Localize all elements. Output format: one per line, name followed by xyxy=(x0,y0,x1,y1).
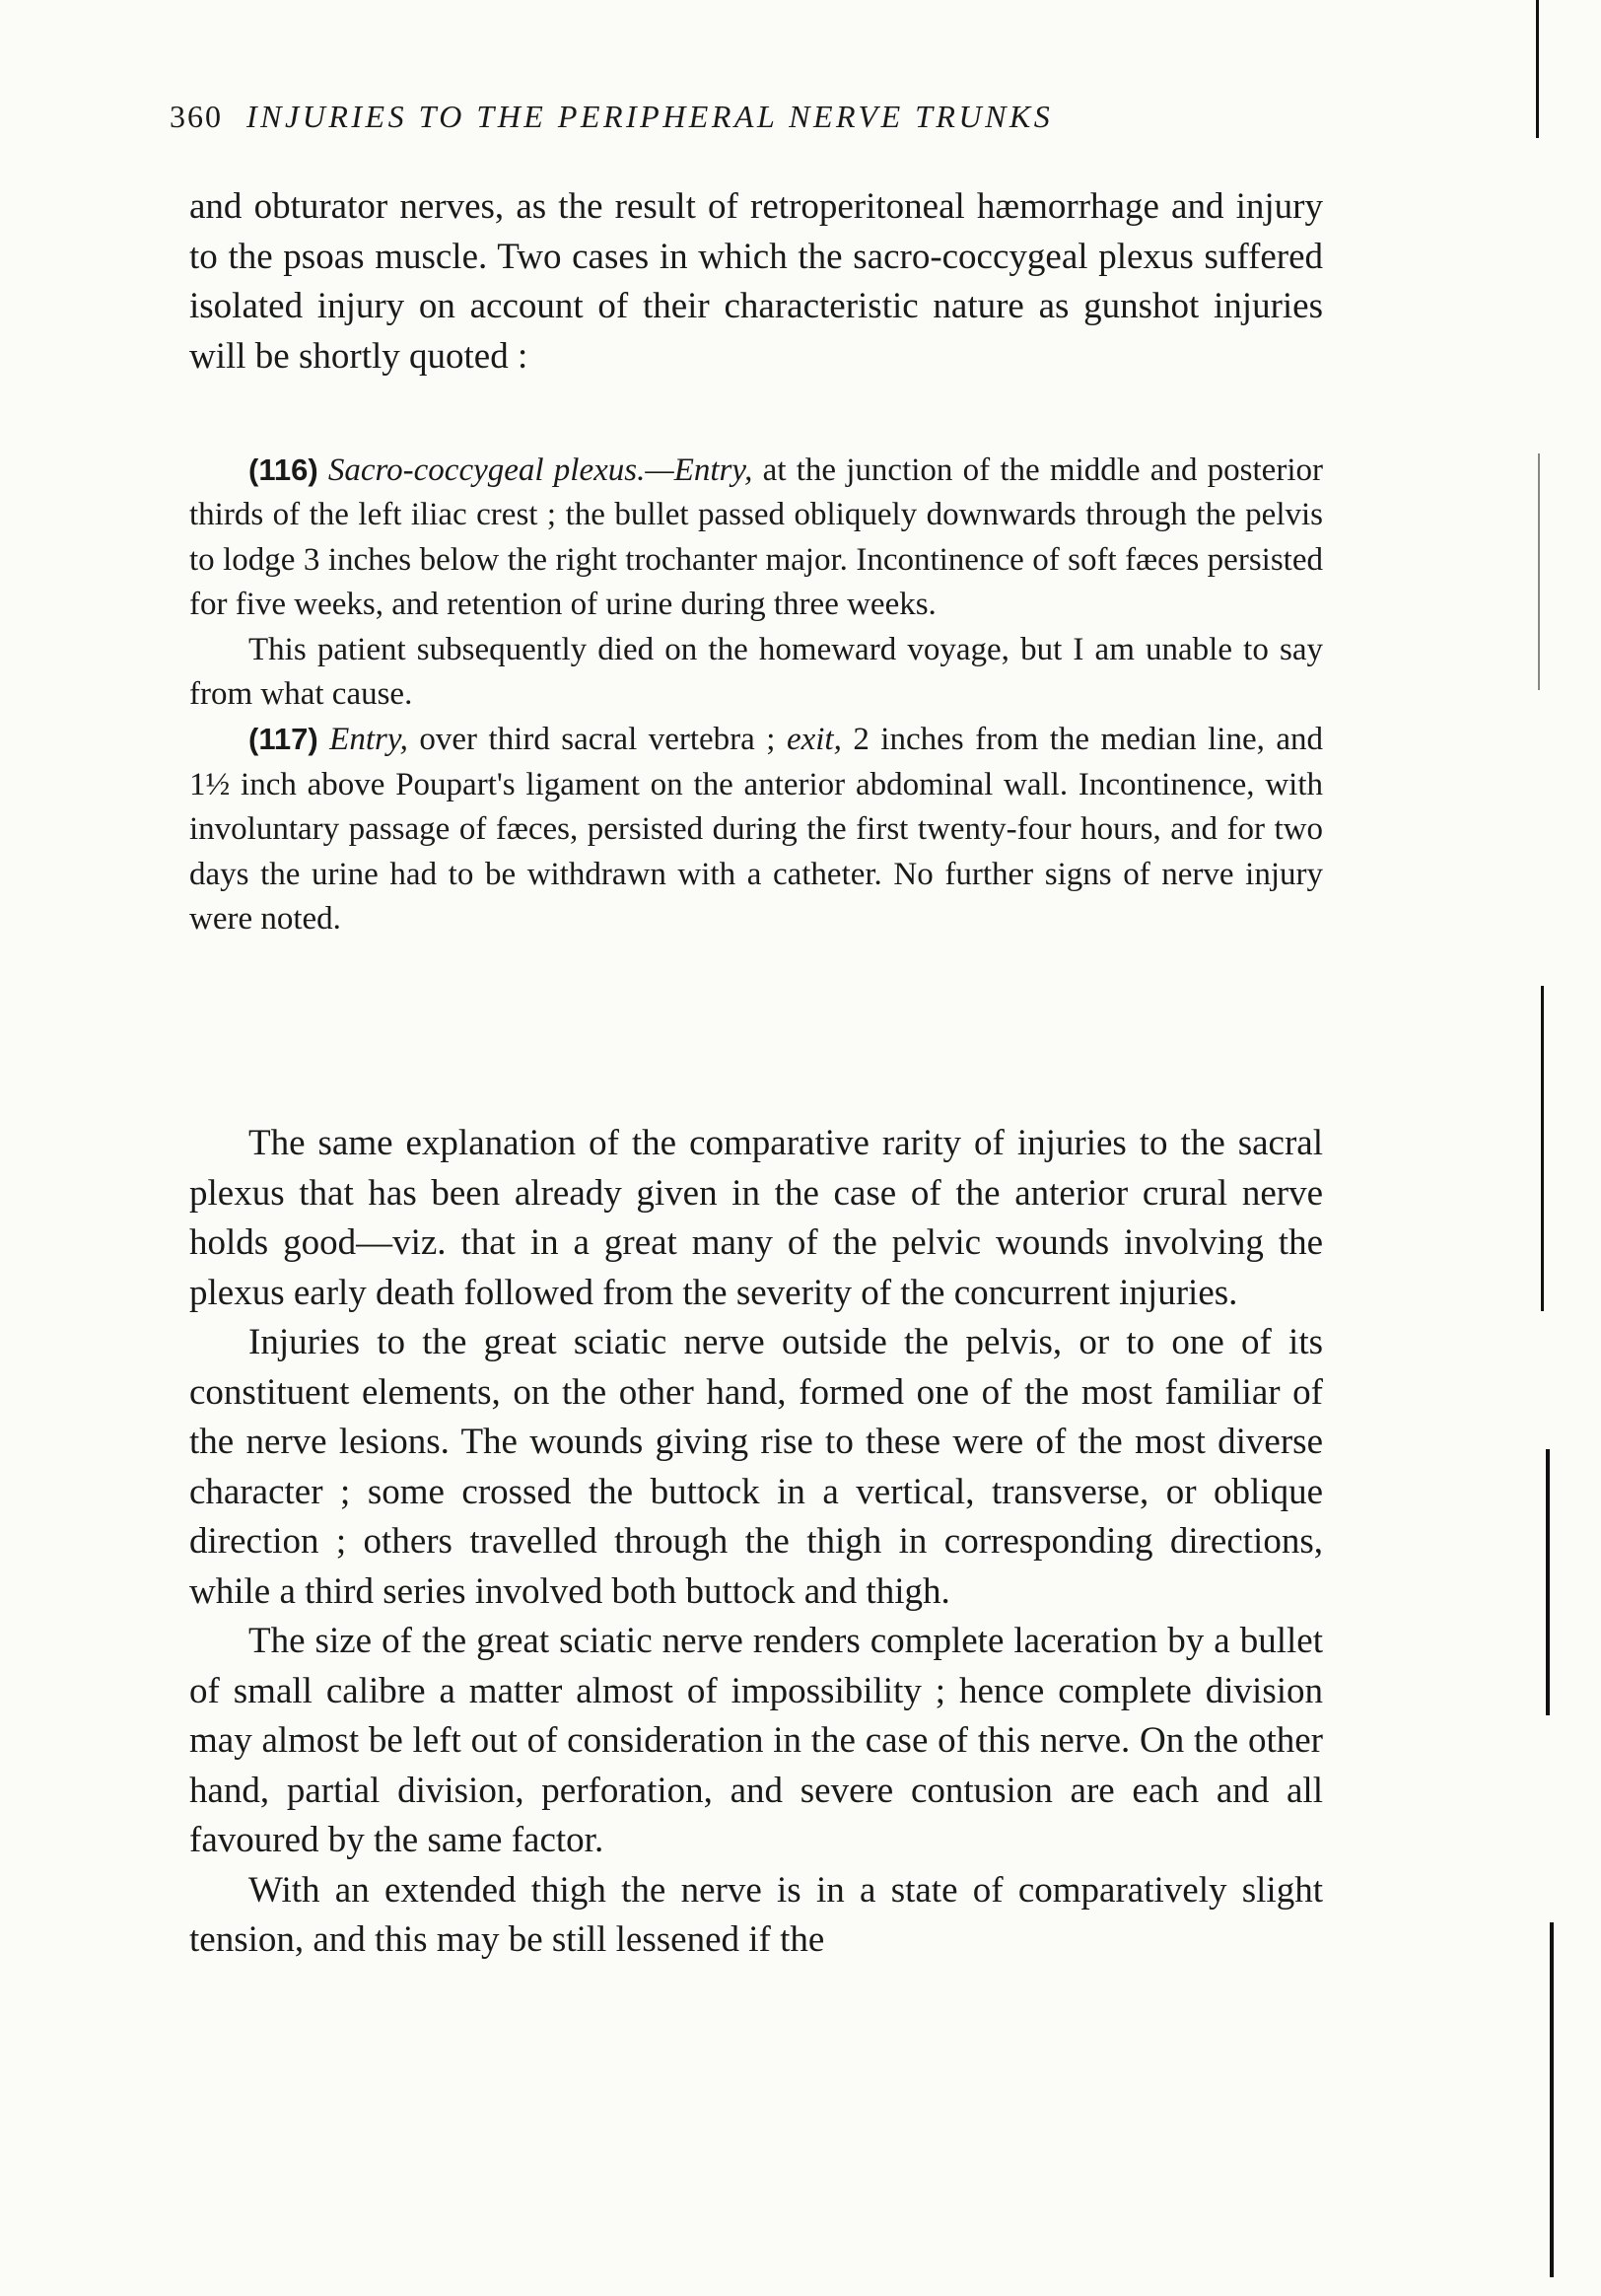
case-116-text: at the junction of the middle and posterior thirds of the left iliac crest ; the bullet passed obliquely downwards through the pelvis to lodge 3 inches below the right trochanter major. Incontinence of soft fæces persisted for five weeks, and retention of urine during three weeks. xyxy=(189,452,1323,623)
case-117-text-b: 2 inches from the median line, and xyxy=(841,722,1323,758)
page-number: 360 xyxy=(170,99,223,134)
paragraph-great-sciatic: Injuries to the great sciatic nerve outside the pelvis, or to one of its constituent elements, on the other hand, formed one of the most familiar of the nerve lesions. The wounds giving rise to these were of the most diverse character ; some crossed the buttock in a vertical, transverse, or oblique direction ; others travelled through the thigh in corresponding directions, while a third series involved both buttock and thigh. xyxy=(189,1322,1323,1612)
paragraph-sacral-plexus: The same explanation of the comparative rarity of injuries to the sacral plexus that has been already given in the case of the anterior crural nerve holds good—viz. that in a great many of the pelvic wounds involving the plexus early death followed from the severity of the concurrent injuries. xyxy=(189,1123,1323,1313)
case-116-followup: This patient subsequently died on the homeward voyage, but I am unable to say from what cause. xyxy=(189,631,1323,713)
paragraph-extended-thigh: With an extended thigh the nerve is in a state of comparatively slight tension, and this may be still lessened if the xyxy=(189,1869,1323,1960)
case-116-title: Sacro-coccygeal plexus.—Entry, xyxy=(327,452,753,488)
case-117-text-a: over third sacral vertebra ; xyxy=(407,722,787,758)
scan-edge-mark xyxy=(1550,1922,1554,2277)
case-117 xyxy=(189,717,1323,941)
case-116-block xyxy=(189,448,1323,941)
case-117-number: (117) xyxy=(248,722,318,757)
main-text-block xyxy=(189,1119,1323,1966)
case-116 xyxy=(189,448,1323,628)
scan-edge-mark xyxy=(1541,986,1544,1311)
scan-edge-mark xyxy=(1546,1449,1550,1715)
case-116-number: (116) xyxy=(248,452,318,487)
case-117-entry-label: Entry, xyxy=(329,722,408,758)
scan-edge-mark xyxy=(1536,0,1539,138)
case-117-exit-label: exit, xyxy=(786,722,842,758)
case-117-fraction: 1½ xyxy=(189,766,231,802)
running-header xyxy=(170,99,1313,135)
paragraph-nerve-size: The size of the great sciatic nerve renders complete laceration by a bullet of small calibre a matter almost of impossibility ; hence complete division may almost be left out of consideration in the case of this nerve. On the other hand, partial division, perforation, and severe contusion are each and all favoured by the same factor. xyxy=(189,1621,1323,1860)
paragraph-continuation: and obturator nerves, as the result of retroperitoneal hæmorrhage and injury to the psoas muscle. Two cases in which the sacro-coccygeal plexus suffered isolated injury on account of their characteristic nature as gunshot injuries will be shortly quoted : xyxy=(189,186,1323,377)
case-117-text-c: inch above Poupart's ligament on the anterior abdominal wall. Incontinence, with involuntary passage of fæces, persisted during the first twenty-four hours, and for two days the urine had to be withdrawn with a catheter. No further signs of nerve injury were noted. xyxy=(189,766,1323,938)
opening-paragraph-block xyxy=(189,182,1323,382)
running-title: INJURIES TO THE PERIPHERAL NERVE TRUNKS xyxy=(246,99,1054,134)
scan-edge-mark xyxy=(1538,453,1540,690)
